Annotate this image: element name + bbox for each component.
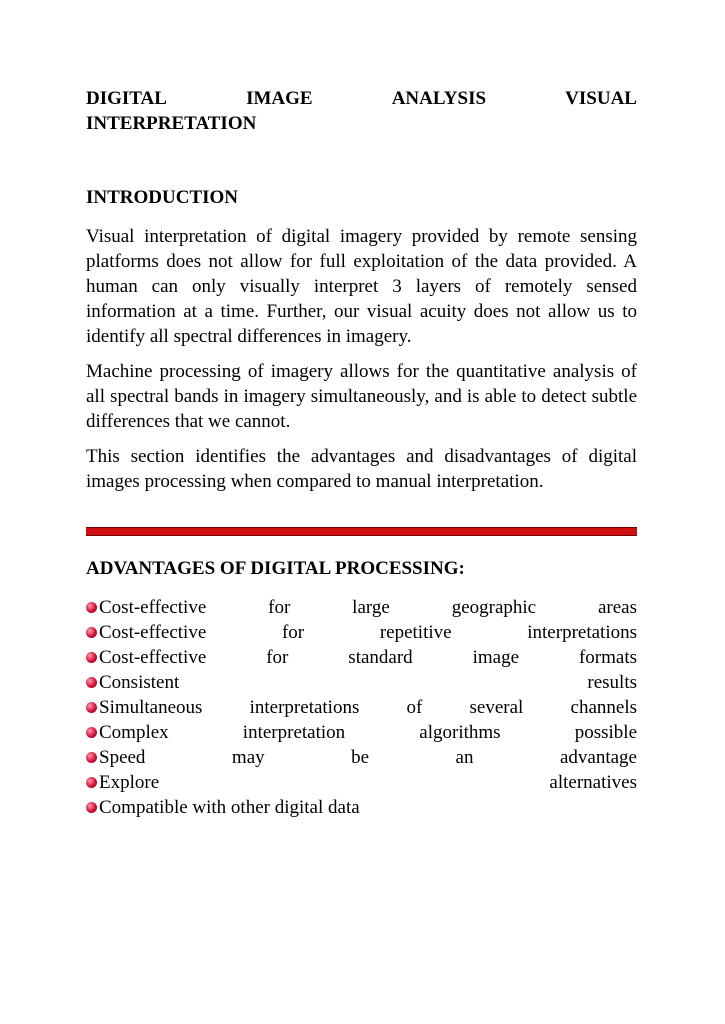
bullet-icon	[86, 777, 97, 788]
list-item: Simultaneous interpretations of several channels	[86, 695, 637, 720]
list-item: Cost-effective for repetitive interpretations	[86, 620, 637, 645]
bullet-icon	[86, 652, 97, 663]
list-item: Consistent results	[86, 670, 637, 695]
title-word: ANALYSIS	[391, 88, 487, 109]
advantages-heading: ADVANTAGES OF DIGITAL PROCESSING:	[86, 558, 465, 579]
list-item: Complex interpretation algorithms possible	[86, 720, 637, 745]
bullet-icon	[86, 627, 97, 638]
bullet-icon	[86, 702, 97, 713]
paragraph: Visual interpretation of digital imagery provided by remote sensing platforms does not allow for full exploitation of the data provided. A human can only visually interpret 3 layers of remotely sensed information at a time. Further, our visual acuity does not allow us to identify all spectral differences in imagery.	[86, 226, 637, 347]
title-line-2: INTERPRETATION	[86, 113, 257, 134]
bullet-icon	[86, 727, 97, 738]
list-item: Explore alternatives	[86, 770, 637, 795]
document-page	[86, 86, 637, 820]
red-divider	[86, 527, 637, 536]
advantages-list	[86, 595, 637, 820]
bullet-icon	[86, 802, 97, 813]
list-item: Cost-effective for standard image formats	[86, 645, 637, 670]
intro-heading: INTRODUCTION	[86, 187, 239, 208]
paragraph: This section identifies the advantages and disadvantages of digital images processing when compared to manual interpretation.	[86, 446, 637, 492]
bullet-icon	[86, 677, 97, 688]
document-title	[86, 86, 637, 136]
title-word: DIGITAL	[86, 88, 167, 109]
paragraph: Machine processing of imagery allows for the quantitative analysis of all spectral bands in imagery simultaneously, and is able to detect subtle differences that we cannot.	[86, 361, 637, 432]
list-item: Cost-effective for large geographic areas	[86, 595, 637, 620]
bullet-icon	[86, 602, 97, 613]
list-item: Compatible with other digital data	[86, 795, 637, 820]
title-word: VISUAL	[565, 88, 637, 109]
title-word: IMAGE	[246, 88, 313, 109]
bullet-icon	[86, 752, 97, 763]
list-item: Speed may be an advantage	[86, 745, 637, 770]
